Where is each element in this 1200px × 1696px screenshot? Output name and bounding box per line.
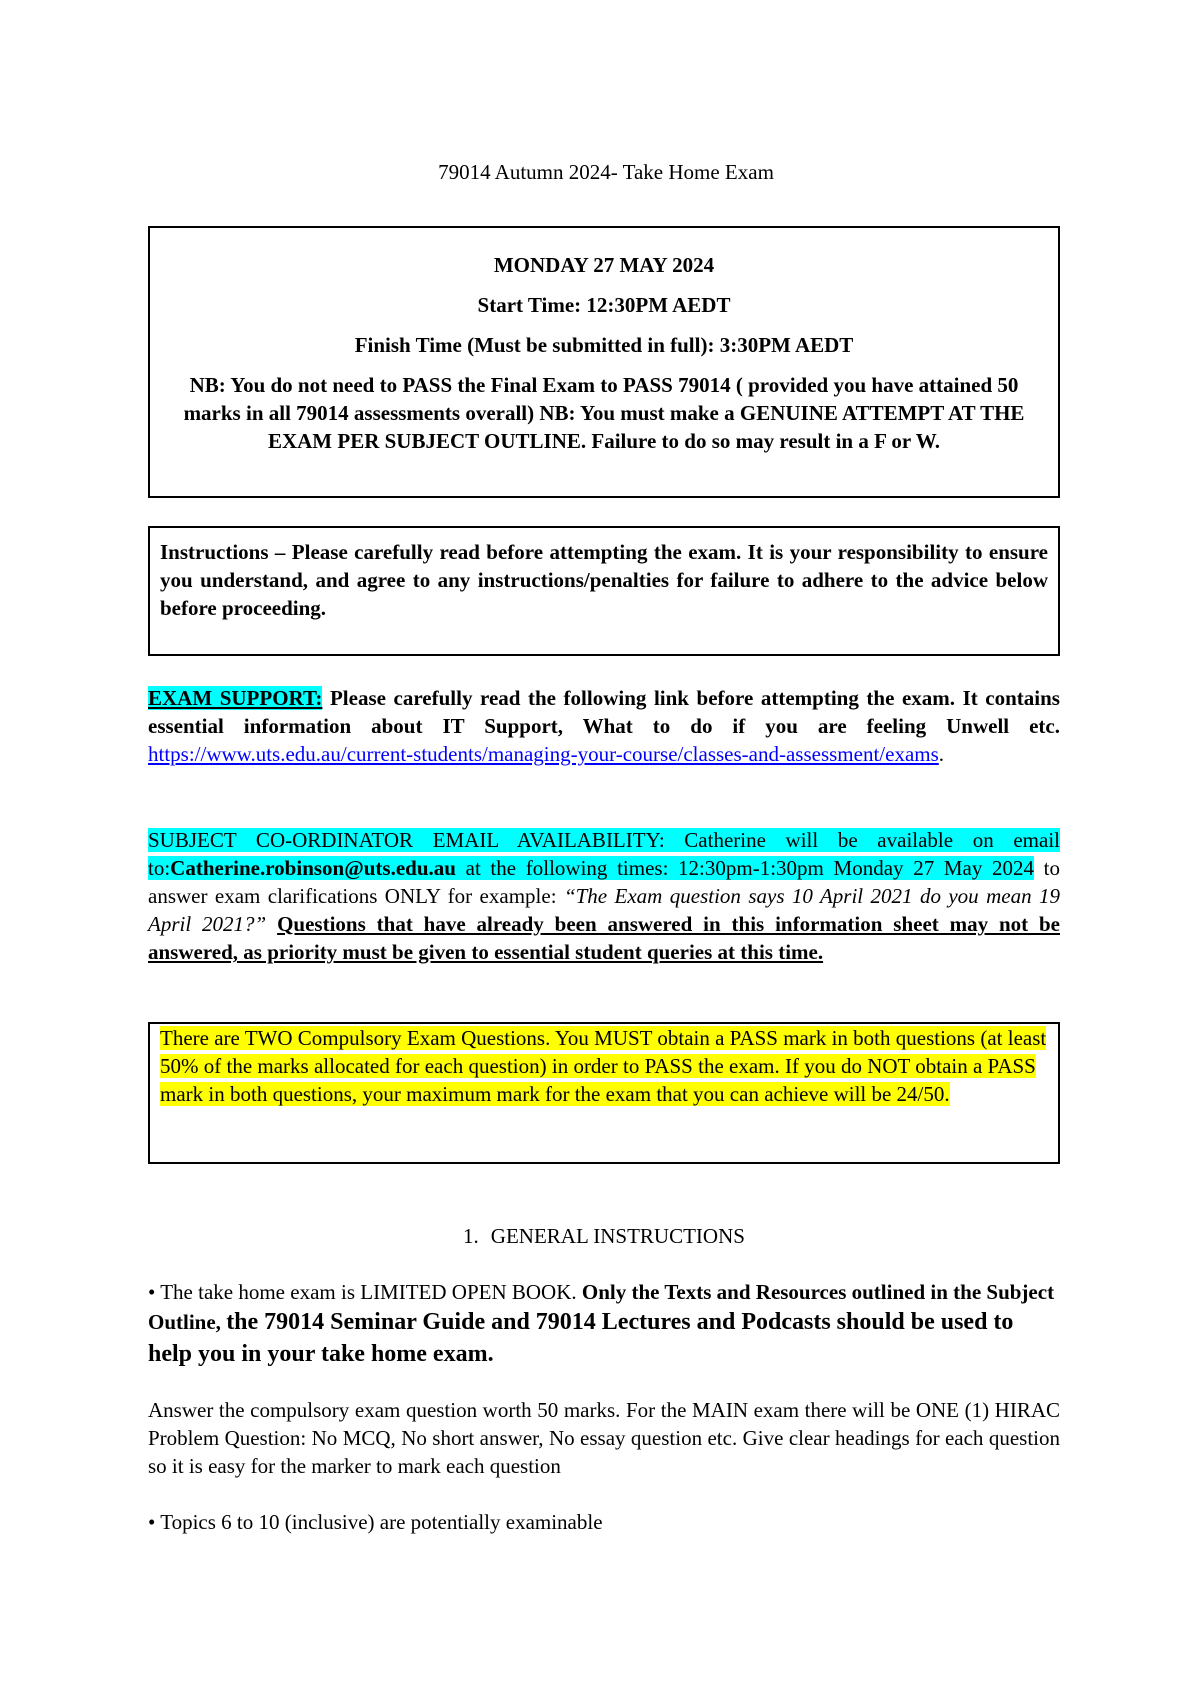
exam-note: NB: You do not need to PASS the Final Exam to PASS 79014 ( provided you have attained 50 marks in all 79014 assessments overall) NB: You must make a GENUINE ATTEMPT AT THE EXAM PER SUBJECT OUTLINE. Failure to do so may result in a F or W.: [183, 373, 1025, 453]
open-book-bold: Only the Texts and Resources outlined in the Subject Outline,: [148, 1280, 1055, 1334]
pass-requirement-text: There are TWO Compulsory Exam Questions. You MUST obtain a PASS mark in both questions (at least 50% of the marks allocated for each question) in order to PASS the exam. If you do NOT obtain a PASS mark in both questions, your maximum mark for the exam that you can achieve will be 24/50.: [160, 1026, 1047, 1106]
topics-paragraph: • Topics 6 to 10 (inclusive) are potentially examinable: [148, 1510, 603, 1534]
answer-paragraph: Answer the compulsory exam question worth 50 marks. For the MAIN exam there will be ONE (1) HIRAC Problem Question: No MCQ, No short answer, No essay question etc. Give clear headings for each question so it is easy for the marker to mark each question: [148, 1398, 1060, 1478]
open-book-resources: the 79014 Seminar Guide and 79014 Lectures and Podcasts should be used to help you in your take home exam.: [148, 1309, 1014, 1367]
coordinator-section: [148, 826, 1060, 966]
pass-requirement-box: [148, 1022, 1060, 1164]
exam-support-section: [148, 684, 1060, 768]
coordinator-example: “The Exam question says 10 April 2021 do you mean 19 April 2021?”: [148, 884, 1060, 936]
document-title: 79014 Autumn 2024- Take Home Exam: [438, 160, 774, 184]
coordinator-warning: Questions that have already been answered in this information sheet may not be answered, as priority must be given to essential student queries at this time.: [148, 912, 1060, 964]
exam-support-label: EXAM SUPPORT:: [148, 686, 323, 710]
finish-time: Finish Time (Must be submitted in full): 3:30PM AEDT: [354, 333, 854, 357]
coordinator-email[interactable]: Catherine.robinson@uts.edu.au: [170, 856, 456, 880]
exam-details-box: [148, 226, 1060, 498]
exam-date: MONDAY 27 MAY 2024: [493, 253, 715, 277]
open-book-paragraph: [148, 1278, 1060, 1370]
open-book-intro: • The take home exam is LIMITED OPEN BOOK.: [148, 1280, 582, 1304]
general-instructions-heading: [148, 1222, 1060, 1250]
instructions-box: [148, 526, 1060, 656]
coordinator-availability: SUBJECT CO-ORDINATOR EMAIL AVAILABILITY: Catherine will be available on email to:: [148, 828, 1060, 880]
heading-number: 1.: [463, 1224, 479, 1248]
coordinator-text: to answer exam clarifications ONLY for example:: [148, 856, 1060, 908]
instructions-text: Instructions – Please carefully read before attempting the exam. It is your responsibility to ensure you understand, and agree to any instructions/penalties for failure to adhere to the advice below before proceeding.: [160, 540, 1048, 620]
exam-support-text: Please carefully read the following link before attempting the exam. It contains essential information about IT Support, What to do if you are feeling Unwell etc.: [148, 686, 1060, 738]
exam-support-link[interactable]: https://www.uts.edu.au/current-students/managing-your-course/classes-and-assessment/exams: [148, 742, 939, 766]
start-time: Start Time: 12:30PM AEDT: [477, 293, 731, 317]
exam-support-period: .: [938, 742, 945, 766]
heading-text: GENERAL INSTRUCTIONS: [490, 1224, 745, 1248]
coordinator-times: at the following times: 12:30pm-1:30pm Monday 27 May 2024: [455, 856, 1034, 880]
